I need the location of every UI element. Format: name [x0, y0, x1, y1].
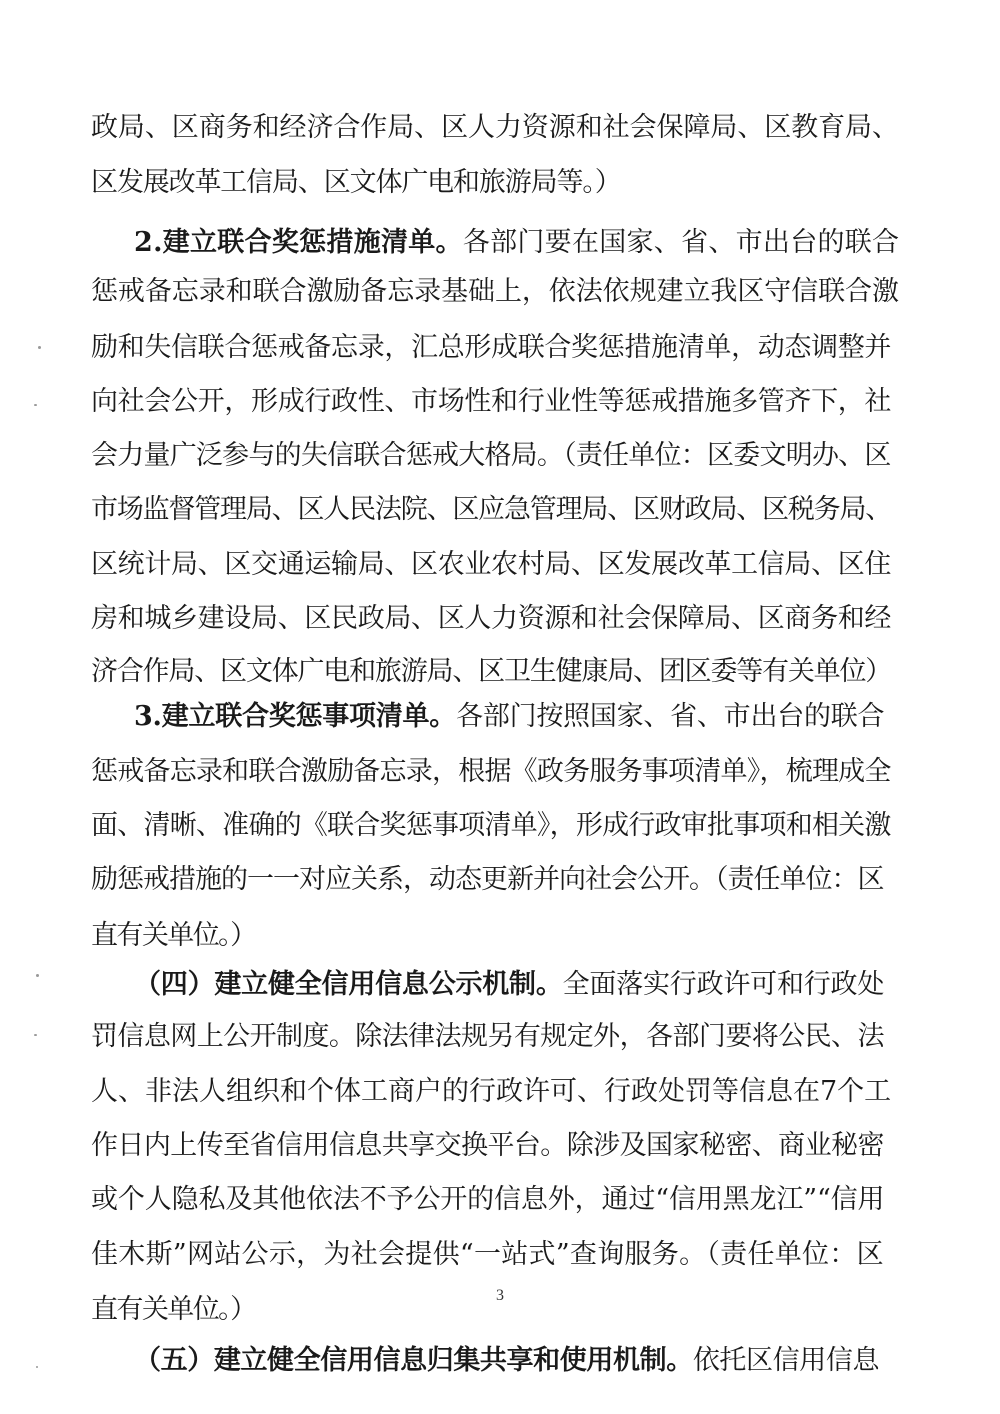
body-text-run: 作日内上传至省信用信息共享交换平台。除涉及国家秘密、商业秘密	[91, 1130, 884, 1161]
scan-speck	[36, 974, 39, 977]
body-text-run: 励和失信联合惩戒备忘录，汇总形成联合奖惩措施清单，动态调整并	[91, 332, 892, 363]
body-text-run: 直有关单位。）	[91, 1294, 256, 1325]
body-text-run: 各部门按照国家、省、市出台的联合	[456, 701, 885, 732]
body-text-run: 依托区信用信息	[692, 1345, 880, 1376]
body-text-run: 区统计局、区交通运输局、区农业农村局、区发展改革工信局、区住	[91, 549, 892, 580]
body-text-run: 励惩戒措施的一一对应关系，动态更新并向社会公开。（责任单位：区	[91, 864, 884, 895]
body-text-run: 全面落实行政许可和行政处	[562, 969, 885, 1000]
text-line	[91, 860, 884, 900]
body-text-run: 或个人隐私及其他依法不予公开的信息外，通过“信用黑龙江”“信用	[91, 1184, 885, 1215]
text-line	[91, 806, 891, 846]
body-text-run: 政局、区商务和经济合作局、区人力资源和社会保障局、区教育局、	[91, 112, 899, 143]
heading-text: 2.建立联合奖惩措施清单。	[134, 227, 463, 258]
body-text-run: 罚信息网上公开制度。除法律法规另有规定外，各部门要将公民、法	[91, 1021, 884, 1052]
body-text-run: 人、非法人组织和个体工商户的行政许可、行政处罚等信息在7个工	[91, 1076, 892, 1107]
body-text-run: 会力量广泛参与的失信联合惩戒大格局。（责任单位：区委文明办、区	[91, 440, 891, 471]
heading-text: （五）建立健全信用信息归集共享和使用机制。	[134, 1345, 693, 1376]
text-line	[134, 223, 899, 263]
text-line	[91, 599, 891, 639]
text-line	[91, 1126, 884, 1166]
body-text-run: 直有关单位。）	[91, 920, 256, 951]
scan-speck	[38, 346, 41, 349]
text-line	[91, 328, 891, 368]
body-text-run: 济合作局、区文体广电和旅游局、区卫生健康局、团区委等有关单位）	[91, 656, 892, 687]
scan-speck	[34, 404, 37, 406]
body-text-run: 佳木斯”网站公示，为社会提供“一站式”查询服务。（责任单位：区	[91, 1239, 884, 1270]
body-text-run: 面、清晰、准确的《联合奖惩事项清单》，形成行政审批事项和相关激	[91, 810, 891, 841]
text-line	[91, 752, 891, 792]
page-number: 3	[496, 1287, 504, 1304]
body-text-run: 惩戒备忘录和联合激励备忘录基础上，依法依规建立我区守信联合激	[91, 276, 899, 307]
heading-text: 3.建立联合奖惩事项清单。	[134, 701, 457, 732]
body-text-run: 市场监督管理局、区人民法院、区应急管理局、区财政局、区税务局、	[91, 494, 892, 525]
text-line	[134, 697, 884, 737]
text-line	[91, 1235, 884, 1275]
body-text-run: 房和城乡建设局、区民政局、区人力资源和社会保障局、区商务和经	[91, 603, 892, 634]
text-line	[91, 916, 256, 956]
scan-speck	[34, 1034, 37, 1036]
text-line	[134, 965, 884, 1005]
text-line	[134, 1341, 879, 1381]
text-line	[91, 108, 899, 148]
scan-speck	[36, 1366, 38, 1368]
text-line	[91, 382, 891, 422]
text-line	[91, 1072, 891, 1112]
text-line	[91, 1017, 884, 1057]
body-text-run: 惩戒备忘录和联合激励备忘录，根据《政务服务事项清单》，梳理成全	[91, 756, 891, 787]
text-line	[91, 490, 891, 530]
body-text-run: 区发展改革工信局、区文体广电和旅游局等。）	[91, 167, 621, 198]
text-line	[91, 1180, 884, 1220]
heading-text: （四）建立健全信用信息公示机制。	[134, 969, 563, 1000]
text-line	[91, 436, 891, 476]
text-line	[91, 272, 899, 312]
text-line	[91, 545, 891, 585]
text-line	[91, 163, 621, 203]
body-text-run: 各部门要在国家、省、市出台的联合	[462, 227, 900, 258]
body-text-run: 向社会公开，形成行政性、市场性和行业性等惩戒措施多管齐下，社	[91, 386, 892, 417]
text-line	[91, 652, 891, 692]
